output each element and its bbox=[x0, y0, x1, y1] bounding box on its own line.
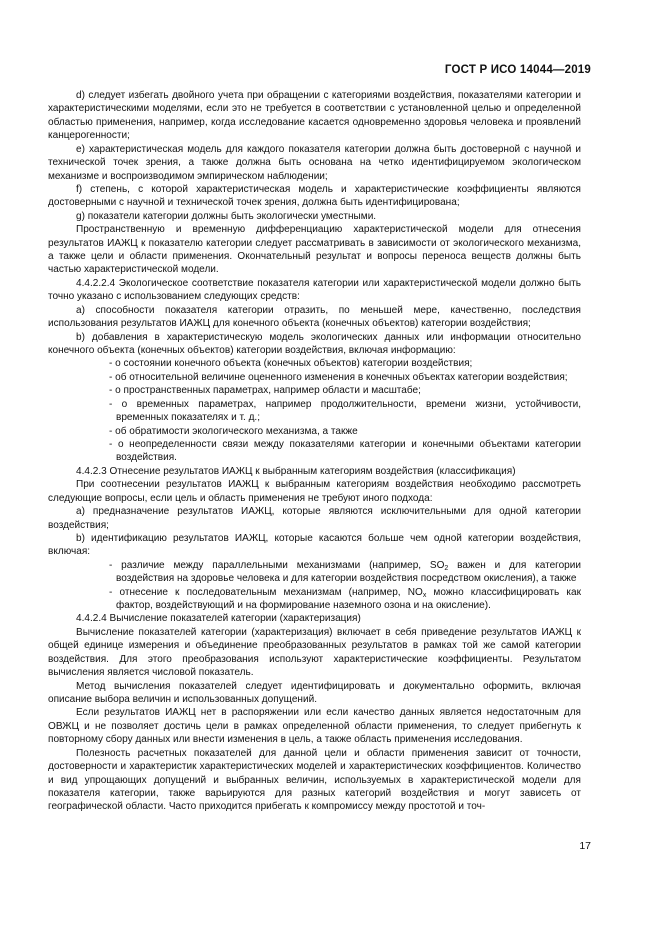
list-item-text: важен и для категории воздействия на здоровье человека и для категории воздействия посредством окисления), а также bbox=[116, 559, 581, 585]
paragraph: Метод вычисления показателей следует идентифицировать и документально оформить, включая описание выбора величин и использованных допущений. bbox=[48, 680, 581, 705]
paragraph: Если результатов ИАЖЦ нет в распоряжении или если качество данных является недостаточным для ОВЖЦ и не позволяет достичь цели в рамках определенной области применения, то следует прибегнуть к повторному сбору данных или внести изменения в цель, а также область применения исследования. bbox=[48, 707, 581, 746]
document-standard-code: ГОСТ Р ИСО 14044—2019 bbox=[444, 64, 591, 76]
list-item bbox=[109, 559, 581, 586]
document-body bbox=[48, 89, 581, 814]
paragraph: e) характеристическая модель для каждого показателя категории должна быть достоверной с научной и технической точек зрения, а также должна быть основана на четко идентифицируемом экологическом механизме и воспроизводимом эмпирическом наблюдении; bbox=[48, 143, 581, 182]
paragraph: d) следует избегать двойного учета при обращении с категориями воздействия, показателями категории и характеристическими моделями, если это не требуется в соответствии с установленной целью и определенной областью применения, например, когда исследование касается одновременно здоровья человека и проявлений канцерогенности; bbox=[48, 90, 581, 142]
paragraph: g) показатели категории должны быть экологически уместными. bbox=[76, 210, 377, 222]
subscript: 2 bbox=[444, 564, 449, 572]
paragraph: При соотнесении результатов ИАЖЦ к выбранным категориям воздействия необходимо рассмотреть следующие вопросы, если цель и область применения не требуют иного подхода: bbox=[48, 479, 581, 504]
list-item bbox=[109, 586, 581, 613]
paragraph: b) добавления в характеристическую модель экологических данных или информации относительно конечного объекта (конечных объектов) категории воздействия, включая информацию: bbox=[48, 331, 581, 357]
paragraph: f) степень, с которой характеристическая модель и характеристические коэффициенты являются достоверными с научной и технической точек зрения, должна быть идентифицирована; bbox=[48, 183, 581, 209]
list-item-text: можно классифицировать как фактор, воздействующий и на формирование наземного озона и на окисление). bbox=[116, 586, 581, 612]
list-item: - о состоянии конечного объекта (конечных объектов) категории воздействия; bbox=[109, 358, 473, 370]
list-item-text: - различие между параллельными механизмами (например, SO bbox=[109, 559, 445, 571]
paragraph: Полезность расчетных показателей для данной цели и области применения зависит от точности, достоверности и характеристик характеристических моделей и характеристических коэффициентов. Количество и вид упрощающих допущений и выбранных величин, используемых в характеристической модели для показателя категории, также варьируются для разных категорий воздействия и могут зависеть от географической области. Часто приходится прибегать к компромиссу между простотой и точ- bbox=[48, 747, 581, 813]
section-heading: 4.4.2.3 Отнесение результатов ИАЖЦ к выбранным категориям воздействия (классификация) bbox=[76, 465, 516, 477]
list-item: - об обратимости экологического механизма, а также bbox=[109, 425, 358, 437]
paragraph: a) способности показателя категории отразить, по меньшей мере, качественно, последствия использования результатов ИАЖЦ для конечного объекта (конечных объектов) категории воздействия; bbox=[48, 304, 581, 330]
paragraph: b) идентификацию результатов ИАЖЦ, которые касаются больше чем одной категории воздействия, включая: bbox=[48, 532, 581, 558]
paragraph: Вычисление показателей категории (характеризация) включает в себя приведение результатов ИАЖЦ к общей единице измерения и объединение преобразованных результатов в рамках той же самой категории воздействия. Для этого преобразования используют характеристические коэффициенты. Результатом вычисления является числовой показатель. bbox=[48, 626, 581, 679]
list-item: - об относительной величине оцененного изменения в конечных объектах категории воздействия; bbox=[109, 371, 568, 383]
section-heading: 4.4.2.4 Вычисление показателей категории (характеризация) bbox=[76, 613, 361, 625]
list-item: - о пространственных параметрах, например области и масштабе; bbox=[109, 385, 421, 397]
subscript: x bbox=[422, 591, 427, 599]
paragraph: a) предназначение результатов ИАЖЦ, которые являются исключительными для одной категории воздействия; bbox=[48, 506, 581, 531]
list-item: - о неопределенности связи между показателями категории и конечными объектами категории воздействия. bbox=[109, 438, 581, 464]
page-number: 17 bbox=[579, 840, 591, 852]
paragraph: Пространственную и временную дифференциацию характеристической модели для отнесения результатов ИАЖЦ к показателю категории следует рассматривать в зависимости от экологического механизма, а также цели и области применения. Окончательный результат и вопросы переноса веществ должны быть частью характеристической модели. bbox=[48, 224, 581, 276]
list-item-text: - отнесение к последовательным механизмам (например, NO bbox=[109, 586, 423, 598]
list-item: - о временных параметрах, например продолжительности, времени жизни, устойчивости, временных показателях и т. д.; bbox=[109, 398, 581, 424]
section-heading: 4.4.2.2.4 Экологическое соответствие показателя категории или характеристической модели должно быть точно указано с использованием следующих средств: bbox=[48, 277, 581, 303]
